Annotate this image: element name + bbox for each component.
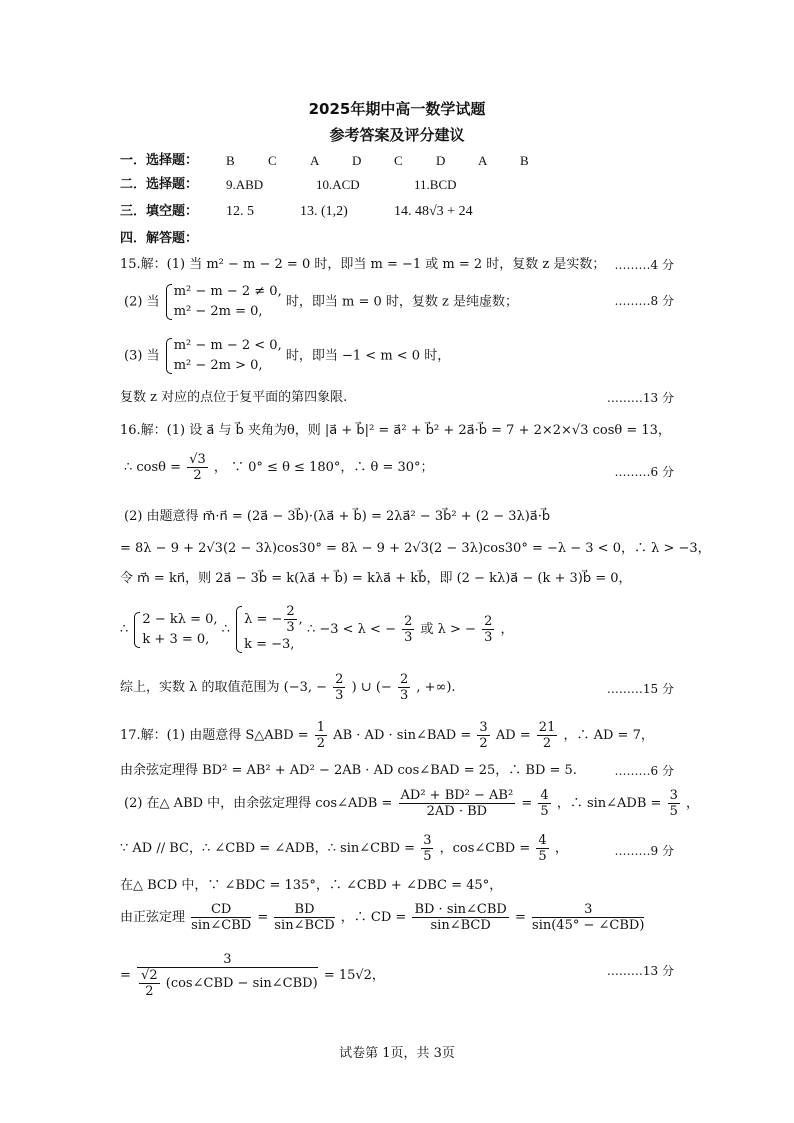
section3-answer: 12. 5	[226, 204, 254, 219]
score-mark: ………9 分	[614, 844, 674, 858]
section1-answer: D	[352, 153, 362, 168]
section2-label: 二．选择题：	[120, 177, 199, 192]
score-mark: ………13 分	[606, 964, 674, 978]
page-title: 2025年期中高一数学试题	[308, 100, 486, 118]
q17-line4: ∵ AD // BC，∴ ∠CBD = ∠ADB，∴ sin∠CBD = $\frac{3}{5}$ ，cos∠CBD = $\frac{4}{5}$ ，	[120, 833, 568, 864]
score-mark: ………15 分	[606, 682, 674, 696]
section1-answer: B	[520, 153, 529, 168]
q15-line4: 复数 z 对应的点位于复平面的第四象限.	[120, 390, 348, 405]
q17-line3: (2) 在△ ABD 中，由余弦定理得 cos∠ADB = $\frac{\text{AD² + BD² − AB²}}{2AD \cdot BD}$ = $\frac{4}{5}$ ，∴ sin∠ADB = $\frac{3}{5}$ ，	[124, 788, 700, 819]
section3-label: 三．填空题：	[120, 204, 199, 219]
section2-answer: 10.ACD	[316, 177, 360, 192]
q16-line4: = 8λ − 9 + 2√3(2 − 3λ)cos30° = 8λ − 9 + 2√3(2 − 3λ)cos30° = −λ − 3 < 0，∴ λ > −3，	[120, 541, 711, 556]
q15-line3: (3) 当 m² − m − 2 < 0, m² − 2m > 0, 时，即当 −1 < m < 0 时，	[124, 336, 450, 376]
section1-answer: A	[310, 153, 320, 168]
section4-label: 四．解答题：	[120, 231, 199, 246]
q15-line2: (2) 当 m² − m − 2 ≠ 0, m² − 2m = 0, 时，即当 m = 0 时，复数 z 是纯虚数；	[124, 282, 518, 322]
q16-line5: 令 m⃗ = kn⃗，则 2a⃗ − 3b⃗ = k(λa⃗ + b⃗) = kλa⃗ + kb⃗，即 (2 − kλ)a⃗ − (k + 3)b⃗ = 0，	[120, 571, 632, 586]
score-mark: ………4 分	[614, 258, 674, 272]
q17-line2: 由余弦定理得 BD² = AB² + AD² − 2AB · AD cos∠BAD = 25，∴ BD = 5.	[120, 763, 577, 778]
q17-line5: 在△ BCD 中，∵ ∠BDC = 135°，∴ ∠CBD + ∠DBC = 45°，	[120, 878, 503, 893]
section1-answer: C	[268, 153, 277, 168]
score-mark: ………8 分	[614, 294, 674, 308]
q17-line6: 由正弦定理 $\frac{CD}{\text{sin∠CBD}}$ = $\frac{BD}{\text{sin∠BCD}}$ ，∴ CD = $\frac{\text{BD · sin∠CBD}}{\text{sin∠BCD}}$ = $\frac{3}{\text{sin(45° − ∠CBD)}}$	[120, 902, 645, 933]
q17-line7: = 3 $\frac{√2}{2}$ (cos∠CBD − sin∠CBD) = 15√2，	[120, 952, 385, 999]
section1-label: 一．选择题：	[120, 153, 199, 168]
q16-line7: 综上，实数 λ 的取值范围为 (−3, − $\frac{2}{3}$ ) ∪ (− $\frac{2}{3}$ , +∞).	[120, 672, 456, 703]
q15-line1: 15.解：(1) 当 m² − m − 2 = 0 时，即当 m = −1 或 m = 2 时，复数 z 是实数；	[120, 257, 606, 272]
section1-answer: A	[478, 153, 488, 168]
section2-answer: 11.BCD	[414, 177, 457, 192]
q17-line1: 17.解：(1) 由题意得 S△ABD = $\frac{1}{2}$ AB · AD · sin∠BAD = $\frac{3}{2}$ AD = $\frac{21}{2}$ ，∴ AD = 7，	[120, 720, 654, 751]
section2-answer: 9.ABD	[226, 177, 264, 192]
page-footer: 试卷第 1页，共 3页	[339, 1046, 455, 1061]
score-mark: ………6 分	[614, 465, 674, 479]
section3-answer: 14. 48√3 + 24	[394, 204, 473, 219]
page-subtitle: 参考答案及评分建议	[329, 126, 465, 144]
q16-line1: 16.解：(1) 设 a⃗ 与 b⃗ 夹角为θ，则 |a⃗ + b⃗|² = a⃗² + b⃗² + 2a⃗·b⃗ = 7 + 2×2×√3 cosθ = 13，	[120, 423, 671, 438]
q16-line6: ∴ 2 − kλ = 0, k + 3 = 0, ∴ λ = − $\frac{2}{3}$ , k = −3, ∴ −3 < λ < − $\frac{2}{3}$ 或 λ > − $\frac{2}{3}$ ，	[120, 604, 514, 655]
score-mark: ………6 分	[614, 764, 674, 778]
section3-answer: 13. (1,2)	[300, 204, 348, 219]
q16-line3: (2) 由题意得 m⃗·n⃗ = (2a⃗ − 3b⃗)·(λa⃗ + b⃗) = 2λa⃗² − 3b⃗² + (2 − 3λ)a⃗·b⃗	[124, 509, 551, 524]
section1-answer: D	[436, 153, 446, 168]
section1-answer: C	[394, 153, 403, 168]
score-mark: ………13 分	[606, 391, 674, 405]
q16-line2: ∴ cosθ = $\frac{√3}{2}$ ， ∵ 0° ≤ θ ≤ 180°，∴ θ = 30°；	[124, 452, 434, 483]
section1-answer: B	[226, 153, 235, 168]
